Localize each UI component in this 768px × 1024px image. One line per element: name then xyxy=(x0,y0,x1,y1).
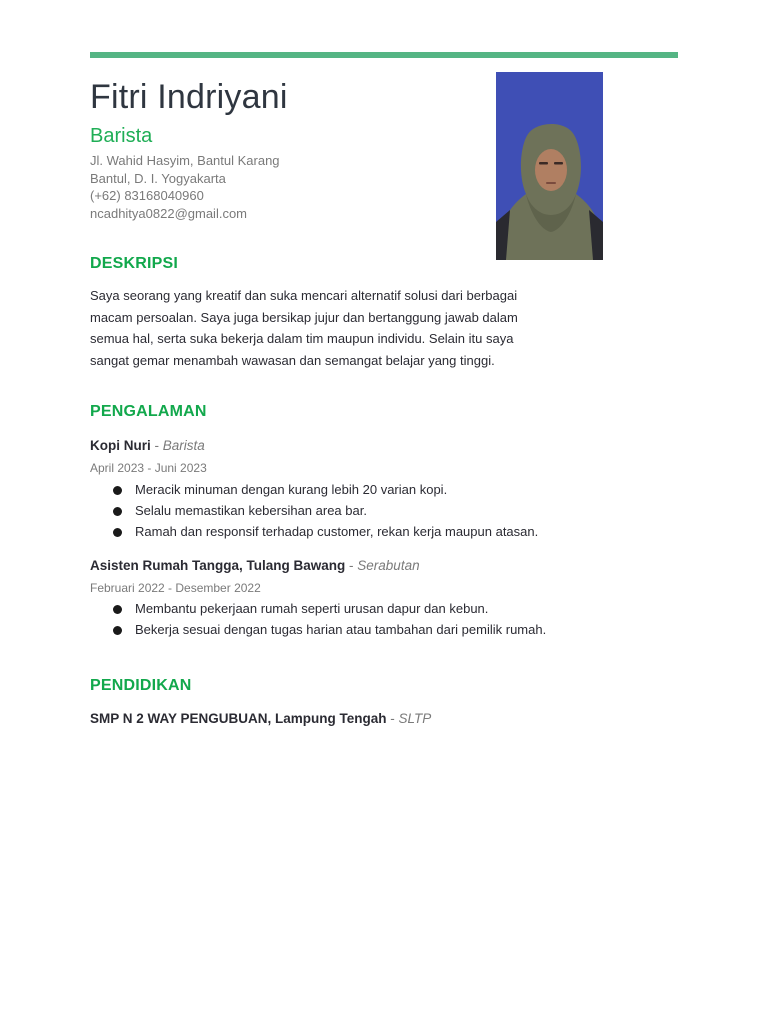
job-heading-1 xyxy=(90,438,205,453)
job-dates-1: April 2023 - Juni 2023 xyxy=(90,461,207,475)
description-text: Saya seorang yang kreatif dan suka mencari alternatif solusi dari berbagai macam persoalan. Saya juga bersikap jujur dan bertanggung jawab dalam semua hal, serta suka bekerja dalam tim maupun individu. Selain itu saya sangat gemar menambah wawasan dan semangat belajar yang tinggi. xyxy=(90,288,518,368)
list-item: Selalu memastikan kebersihan area bar. xyxy=(113,501,538,522)
bullet-icon xyxy=(113,626,122,635)
candidate-role: Barista xyxy=(90,125,153,147)
profile-photo xyxy=(496,72,603,260)
list-item: Membantu pekerjaan rumah seperti urusan dapur dan kebun. xyxy=(113,599,546,620)
job-dates-2: Februari 2022 - Desember 2022 xyxy=(90,581,261,595)
section-title-experience: PENGALAMAN xyxy=(90,403,207,420)
job-company: Asisten Rumah Tangga, Tulang Bawang xyxy=(90,558,346,573)
bullet-icon xyxy=(113,528,122,537)
contact-block xyxy=(90,152,280,222)
profile-portrait-illustration xyxy=(496,72,603,260)
section-title-description: DESKRIPSI xyxy=(90,255,179,272)
job-position: Serabutan xyxy=(357,558,420,573)
job-separator: - xyxy=(150,438,163,453)
bullet-icon xyxy=(113,486,122,495)
education-level: SLTP xyxy=(398,711,432,726)
header-accent-bar xyxy=(90,52,678,58)
list-item: Ramah dan responsif terhadap customer, rekan kerja maupun atasan. xyxy=(113,522,538,543)
job-position: Barista xyxy=(162,438,205,453)
school-name: SMP N 2 WAY PENGUBUAN, Lampung Tengah xyxy=(90,711,387,726)
address-line-1: Jl. Wahid Hasyim, Bantul Karang xyxy=(90,153,280,168)
job-heading-2 xyxy=(90,558,420,573)
bullet-icon xyxy=(113,605,122,614)
education-separator: - xyxy=(386,711,399,726)
bullet-icon xyxy=(113,507,122,516)
list-item: Bekerja sesuai dengan tugas harian atau tambahan dari pemilik rumah. xyxy=(113,620,546,641)
section-title-education: PENDIDIKAN xyxy=(90,677,192,694)
job-company: Kopi Nuri xyxy=(90,438,151,453)
candidate-name: Fitri Indriyani xyxy=(90,78,288,116)
education-entry xyxy=(90,711,431,726)
phone-number: (+62) 83168040960 xyxy=(90,188,204,203)
job-bullets-2 xyxy=(113,599,546,641)
list-item: Meracik minuman dengan kurang lebih 20 varian kopi. xyxy=(113,480,538,501)
address-line-2: Bantul, D. I. Yogyakarta xyxy=(90,170,226,186)
job-bullets-1 xyxy=(113,480,538,542)
email-address: ncadhitya0822@gmail.com xyxy=(90,205,248,221)
job-separator: - xyxy=(345,558,358,573)
